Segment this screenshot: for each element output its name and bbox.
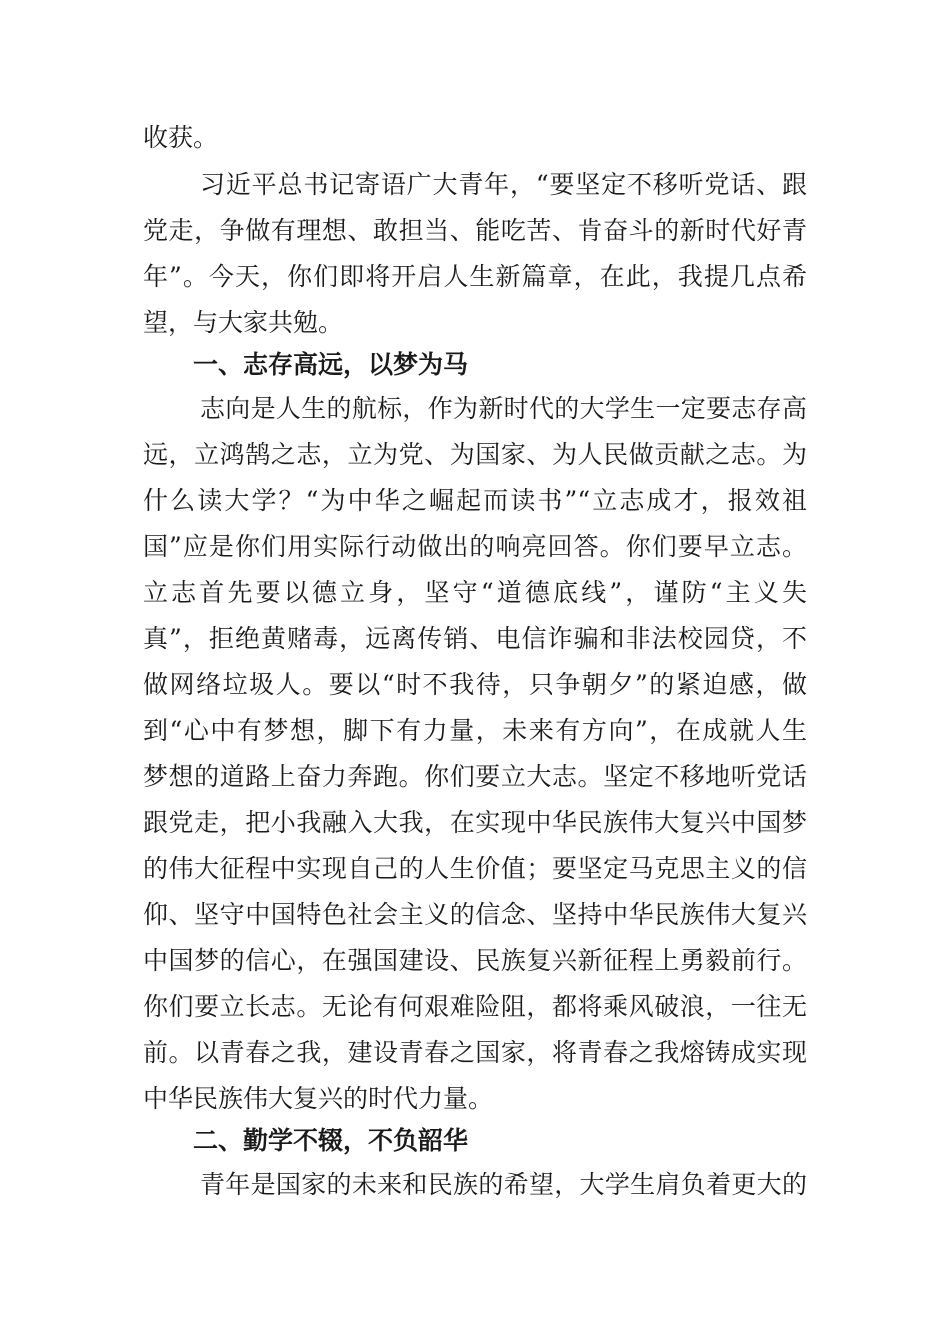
text-line: 的伟大征程中实现自己的人生价值；要坚定马克思主义的信 — [143, 854, 807, 883]
section-heading-1: 一、志存高远，以梦为马 — [193, 350, 469, 379]
text-line: 立志首先要以德立身，坚守“道德底线”，谨防“主义失 — [143, 578, 807, 607]
text-line: 党走，争做有理想、敢担当、能吃苦、肯奋斗的新时代好青 — [143, 216, 807, 245]
text-line: 到“心中有梦想，脚下有力量，未来有方向”，在成就人生 — [143, 716, 807, 745]
text-line: 什么读大学？“为中华之崛起而读书”“立志成才，报效祖 — [143, 486, 807, 515]
text-line: 真”，拒绝黄赌毒，远离传销、电信诈骗和非法校园贷，不 — [143, 624, 807, 653]
paragraph-first-line: 习近平总书记寄语广大青年，“要坚定不移听党话、跟 — [200, 170, 807, 199]
text-line: 年”。今天，你们即将开启人生新篇章，在此，我提几点希 — [143, 262, 807, 291]
text-line: 梦想的道路上奋力奔跑。你们要立大志。坚定不移地听党话 — [143, 762, 807, 791]
text-line: 前。以青春之我，建设青春之国家，将青春之我熔铸成实现 — [143, 1038, 807, 1067]
paragraph-first-line: 青年是国家的未来和民族的希望，大学生肩负着更大的 — [200, 1170, 807, 1199]
text-line: 远，立鸿鹄之志，立为党、为国家、为人民做贡献之志。为 — [143, 440, 807, 469]
text-line: 中华民族伟大复兴的时代力量。 — [143, 1084, 494, 1113]
text-line: 仰、坚守中国特色社会主义的信念、坚持中华民族伟大复兴 — [143, 900, 807, 929]
text-line: 望，与大家共勉。 — [143, 308, 344, 337]
text-line: 跟党走，把小我融入大我，在实现中华民族伟大复兴中国梦 — [143, 808, 807, 837]
paragraph-first-line: 志向是人生的航标，作为新时代的大学生一定要志存高 — [200, 394, 807, 423]
text-line: 做网络垃圾人。要以“时不我待，只争朝夕”的紧迫感，做 — [143, 670, 807, 699]
text-line: 收获。 — [143, 123, 219, 152]
text-line: 你们要立长志。无论有何艰难险阻，都将乘风破浪，一往无 — [143, 992, 807, 1021]
text-line: 中国梦的信心，在强国建设、民族复兴新征程上勇毅前行。 — [143, 946, 807, 975]
text-line: 国”应是你们用实际行动做出的响亮回答。你们要早立志。 — [143, 532, 807, 561]
section-heading-2: 二、勤学不辍，不负韶华 — [193, 1126, 469, 1155]
